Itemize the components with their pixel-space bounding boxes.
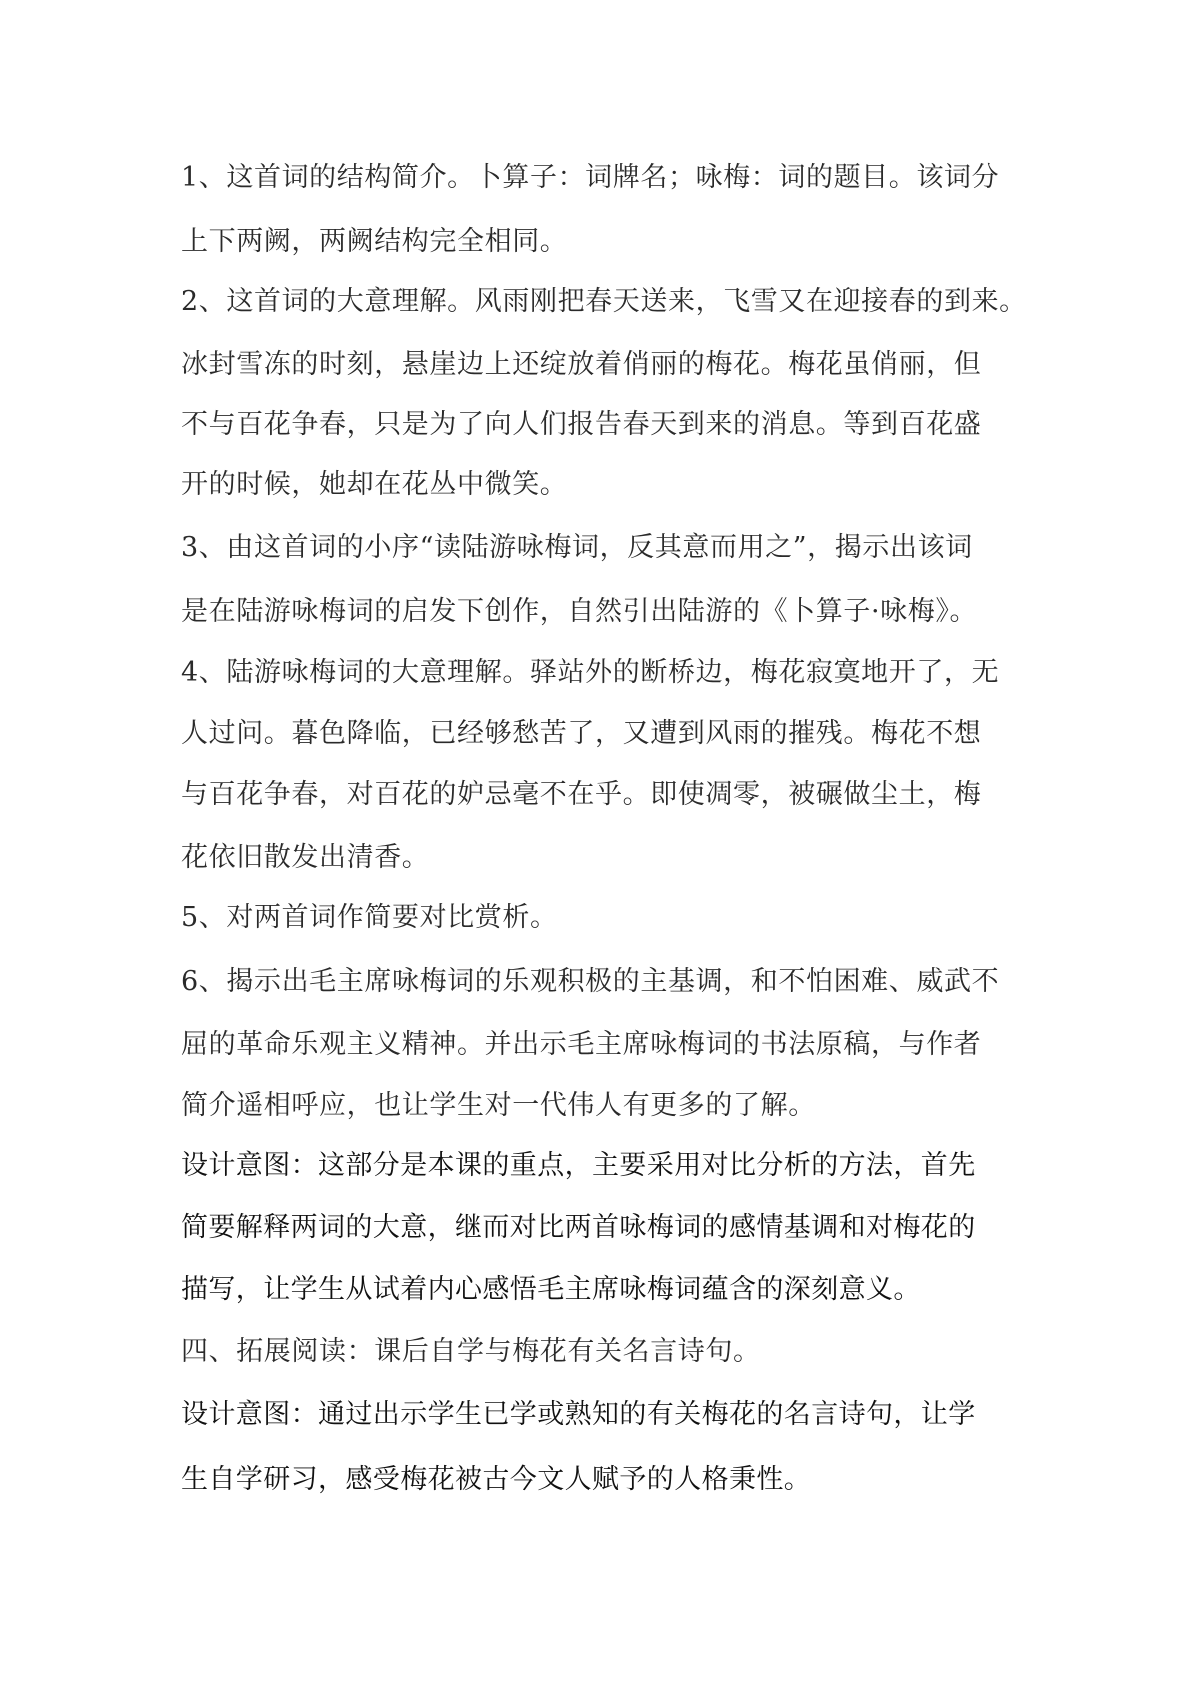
text-line: 上下两阙，两阙结构完全相同。 <box>181 226 568 257</box>
text-line: 冰封雪冻的时刻，悬崖边上还绽放着俏丽的梅花。梅花虽俏丽，但 <box>181 349 982 380</box>
text-line: 1、这首词的结构简介。卜算子：词牌名；咏梅：词的题目。该词分 <box>181 162 1000 193</box>
text-line: 2、这首词的大意理解。风雨刚把春天送来，飞雪又在迎接春的到来。 <box>181 286 1027 317</box>
section-heading-extended-reading: 四、拓展阅读：课后自学与梅花有关名言诗句。 <box>181 1336 761 1367</box>
text-line: 花依旧散发出清香。 <box>181 842 430 873</box>
text-line: 6、揭示出毛主席咏梅词的乐观积极的主基调，和不怕困难、威武不 <box>181 966 1000 997</box>
text-line: 5、对两首词作简要对比赏析。 <box>181 902 558 933</box>
text-line: 人过问。暮色降临，已经够愁苦了，又遭到风雨的摧残。梅花不想 <box>181 718 982 749</box>
text-line: 简介遥相呼应，也让学生对一代伟人有更多的了解。 <box>181 1090 816 1121</box>
text-line: 4、陆游咏梅词的大意理解。驿站外的断桥边，梅花寂寞地开了，无 <box>181 657 1000 688</box>
text-line: 开的时候，她却在花丛中微笑。 <box>181 469 568 500</box>
design-intent-line: 设计意图：这部分是本课的重点，主要采用对比分析的方法，首先 <box>181 1150 976 1181</box>
text-line: 与百花争春，对百花的妒忌毫不在乎。即使凋零，被碾做尘土，梅 <box>181 779 982 810</box>
design-intent-line: 生自学研习，感受梅花被古今文人赋予的人格秉性。 <box>181 1464 812 1495</box>
design-intent-line: 简要解释两词的大意，继而对比两首咏梅词的感情基调和对梅花的 <box>181 1212 976 1243</box>
text-line: 是在陆游咏梅词的启发下创作，自然引出陆游的《卜算子·咏梅》。 <box>181 596 978 627</box>
design-intent-line: 设计意图：通过出示学生已学或熟知的有关梅花的名言诗句，让学 <box>181 1399 976 1430</box>
text-line: 屈的革命乐观主义精神。并出示毛主席咏梅词的书法原稿，与作者 <box>181 1029 982 1060</box>
text-line: 不与百花争春，只是为了向人们报告春天到来的消息。等到百花盛 <box>181 409 982 440</box>
text-line: 3、由这首词的小序“读陆游咏梅词，反其意而用之”，揭示出该词 <box>181 532 973 563</box>
design-intent-line: 描写，让学生从试着内心感悟毛主席咏梅词蕴含的深刻意义。 <box>181 1274 921 1305</box>
